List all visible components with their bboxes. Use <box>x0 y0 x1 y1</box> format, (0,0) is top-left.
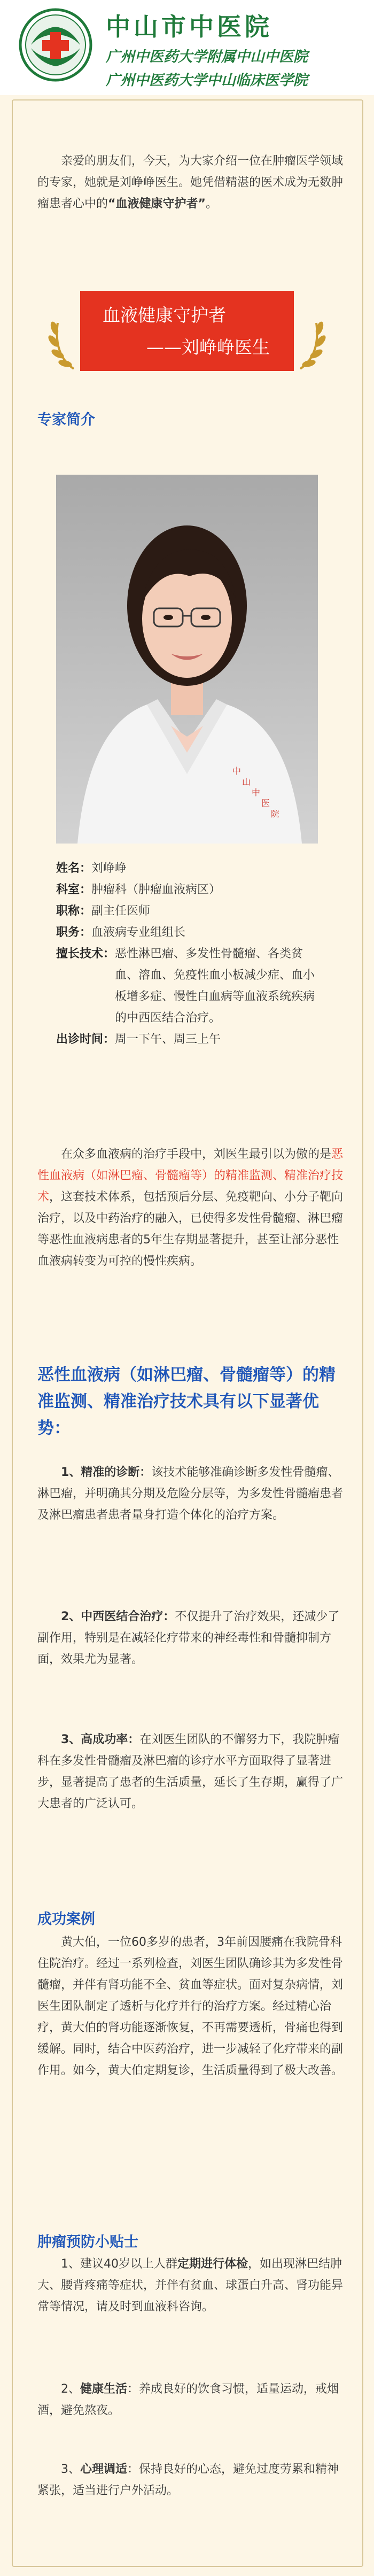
case-paragraph: 黄大伯，一位60多岁的患者，3年前因腰痛在我院骨科住院治疗。经过一系列检查，刘医生团队确诊其为多发性骨髓瘤，并伴有肾功能不全、贫血等症状。面对复杂病情，刘医生团队制定了透析与化疗并行的治疗方案。经过精心治疗，黄大伯的肾功能逐渐恢复，不再需要透析，骨痛也得到缓解。同时，结合中医药治疗，进一步减轻了化疗带来的副作用。如今，黄大伯定期复诊，生活质量得到了极大改善。 <box>37 1936 344 2077</box>
svg-text:山: 山 <box>242 777 251 787</box>
hospital-subtitle-1: 广州中医药大学附属中山中医院 <box>106 49 308 65</box>
doctor-photo <box>56 475 318 844</box>
info-row-name: 姓名： 刘峥峥 <box>56 862 127 875</box>
intro-highlight: “血液健康守护者” <box>108 197 206 211</box>
tip-3: 3、心理调适：保持良好的心态，避免过度劳累和精神紧张，适当进行户外活动。 <box>37 2463 339 2497</box>
content-frame <box>12 99 363 2567</box>
hospital-logo <box>18 7 93 82</box>
info-row-department: 科室： 肿瘤科（肿瘤血液病区） <box>56 883 221 896</box>
title-banner <box>80 291 294 371</box>
intro-paragraph: 亲爱的朋友们，今天，为大家介绍一位在肿瘤医学领域的专家，她就是刘峥峥医生。她凭借精湛的医术成为无数肿瘤患者心中的“血液健康守护者”。 <box>37 154 344 211</box>
page-header <box>0 0 374 95</box>
profile-title: 专家简介 <box>37 412 95 428</box>
svg-text:中: 中 <box>232 766 241 776</box>
case-title: 成功案例 <box>37 1911 95 1928</box>
banner-line-1: 血液健康守护者 <box>103 305 226 326</box>
tip-1: 1、建议40岁以上人群定期进行体检，如出现淋巴结肿大、腰背疼痛等症状，并伴有贫血、球蛋白升高、肾功能异常等情况，请及时到血液科咨询。 <box>37 2257 344 2314</box>
svg-text:医: 医 <box>261 798 270 808</box>
hospital-subtitle-2: 广州中医药大学中山临床医学院 <box>106 72 308 89</box>
laurel-left-icon <box>46 312 81 371</box>
info-row-title: 职称： 副主任医师 <box>56 904 151 918</box>
tip-2: 2、健康生活：养成良好的饮食习惯，适量运动，戒烟酒，避免熬夜。 <box>37 2382 339 2417</box>
info-row-schedule: 出诊时间： 周一下午、周三上午 <box>56 1033 221 1046</box>
info-row-position: 职务： 血液病专业组组长 <box>56 926 186 939</box>
advantage-1: 1、精准的诊断：该技术能够准确诊断多发性骨髓瘤、淋巴瘤，并明确其分期及危险分层等，为多发性骨髓瘤患者及淋巴瘤患者患者量身打造个体化的治疗方案。 <box>37 1466 344 1522</box>
svg-text:院: 院 <box>271 809 280 819</box>
profile-info <box>56 858 323 1050</box>
laurel-right-icon <box>293 312 328 371</box>
advantage-3: 3、高成功率：在刘医生团队的不懈努力下，我院肿瘤科在多发性骨髓瘤及淋巴瘤的诊疗水平方面取得了显著进步，显著提高了患者的生活质量，延长了生存期，赢得了广大患者的广泛认可。 <box>37 1733 344 1811</box>
info-row-expertise: 擅长技术： 恶性淋巴瘤、多发性骨髓瘤、各类贫血、溶血、免疫性血小板减少症、血小板增多症、慢性白血病等血液系统疾病的中西医结合治疗。 <box>56 947 315 1025</box>
hospital-name: 中山市中医院 <box>106 12 272 41</box>
tips-title: 肿瘤预防小贴士 <box>37 2234 138 2250</box>
treatment-highlight: 恶性血液病（如淋巴瘤、骨髓瘤等）的精准监测、精准治疗技术 <box>37 1148 344 1204</box>
advantages-heading: 恶性血液病（如淋巴瘤、骨髓瘤等）的精准监测、精准治疗技术具有以下显著优势： <box>37 1365 336 1438</box>
banner-line-2: ——刘峥峥医生 <box>146 337 270 358</box>
treatment-paragraph: 在众多血液病的治疗手段中，刘医生最引以为傲的是恶性血液病（如淋巴瘤、骨髓瘤等）的精准监测、精准治疗技术，这套技术体系，包括预后分层、免疫靶向、小分子靶向治疗，以及中药治疗的融入，已使得多发性骨髓瘤、淋巴瘤等恶性血液病患者的5年生存期显著提升，甚至让部分恶性血液病转变为可控的慢性疾病。 <box>37 1148 344 1268</box>
svg-text:中: 中 <box>252 787 261 798</box>
advantage-2: 2、中西医结合治疗：不仅提升了治疗效果，还减少了副作用，特别是在减轻化疗带来的神经毒性和骨髓抑制方面，效果尤为显著。 <box>37 1610 340 1666</box>
